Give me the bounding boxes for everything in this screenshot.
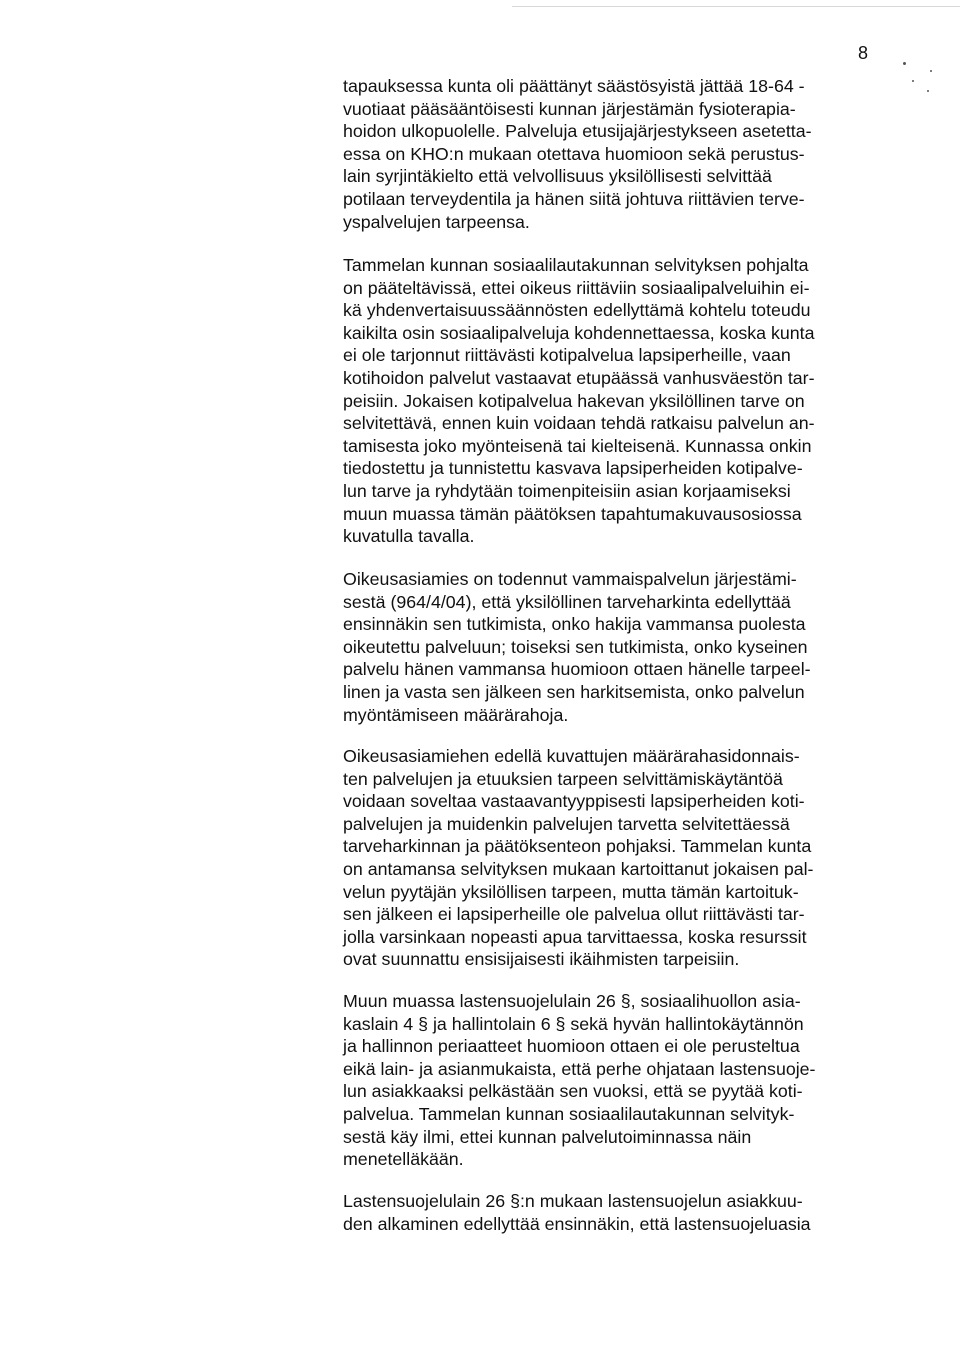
text-line: ei ole tarjonnut riittävästi kotipalvelua lapsiperheille, vaan bbox=[343, 345, 791, 366]
paragraph-4 bbox=[343, 745, 865, 971]
text-line: ten palvelujen ja etuuksien tarpeen selvittämiskäytäntöä bbox=[343, 768, 783, 789]
text-line: lun tarve ja ryhdytään toimenpiteisiin asian korjaamiseksi bbox=[343, 480, 791, 501]
text-line: tapauksessa kunta oli päättänyt säästösyistä jättää 18-64 - bbox=[343, 76, 805, 96]
text-line: voidaan soveltaa vastaavantyyppisesti lapsiperheiden koti- bbox=[343, 791, 805, 812]
text-line: Oikeusasiamiehen edellä kuvattujen määrärahasidonnais- bbox=[343, 746, 800, 766]
text-line: ensinnäkin sen tutkimista, onko hakija vammansa puolesta bbox=[343, 614, 806, 635]
text-line: on pääteltävissä, ettei oikeus riittäviin sosiaalipalveluihin ei- bbox=[343, 277, 810, 298]
scan-specks bbox=[885, 58, 945, 98]
top-scan-rule bbox=[512, 6, 960, 7]
text-line: sestä (964/4/04), että yksilöllinen tarveharkinta edellyttää bbox=[343, 591, 791, 612]
paragraph-5 bbox=[343, 990, 865, 1171]
text-line: yspalvelujen tarpeensa. bbox=[343, 211, 530, 232]
text-line: vuotiaat pääsääntöisesti kunnan järjestämän fysioterapia- bbox=[343, 98, 796, 119]
text-line: eikä lain- ja asianmukaista, että perhe ohjataan lastensuoje- bbox=[343, 1058, 816, 1079]
text-line: selvitettävä, ennen kuin voidaan tehdä ratkaisu palvelun an- bbox=[343, 413, 815, 434]
text-line: palvelua. Tammelan kunnan sosiaalilautakunnan selvityk- bbox=[343, 1103, 795, 1124]
text-line: kaslain 4 § ja hallintolain 6 § sekä hyvän hallintokäytännön bbox=[343, 1013, 804, 1034]
text-line: ovat suunnattu ensisijaisesti ikäihmisten tarpeisiin. bbox=[343, 949, 740, 970]
text-line: palvelujen ja muidenkin palvelujen tarvetta selvitettäessä bbox=[343, 813, 790, 834]
paragraph-6 bbox=[343, 1190, 865, 1235]
text-line: Tammelan kunnan sosiaalilautakunnan selvityksen pohjalta bbox=[343, 255, 809, 275]
text-line: linen ja vasta sen jälkeen sen harkitsemista, onko palvelun bbox=[343, 681, 805, 702]
page-number: 8 bbox=[858, 43, 869, 63]
text-line: sen jälkeen ei lapsiperheille ole palvelua ollut riittävästi tar- bbox=[343, 904, 805, 925]
text-line: on antamansa selvityksen mukaan kartoittanut jokaisen pal- bbox=[343, 858, 814, 879]
paragraph-1 bbox=[343, 75, 865, 233]
text-line: tarveharkinnan ja päätöksenteon pohjaksi. Tammelan kunta bbox=[343, 836, 812, 857]
text-line: Lastensuojelulain 26 §:n mukaan lastensuojelun asiakkuu- bbox=[343, 1191, 803, 1211]
text-line: essa on KHO:n mukaan otettava huomioon sekä perustus- bbox=[343, 143, 805, 164]
text-line: kotihoidon palvelut vastaavat etupäässä vanhusväestön tar- bbox=[343, 367, 815, 388]
text-line: kuvatulla tavalla. bbox=[343, 526, 475, 547]
text-line: muun muassa tämän päätöksen tapahtumakuvausosiossa bbox=[343, 503, 802, 524]
text-line: peisiin. Jokaisen kotipalvelua hakevan yksilöllinen tarve on bbox=[343, 390, 805, 411]
text-line: palvelu hänen vammansa huomioon ottaen hänelle tarpeel- bbox=[343, 659, 811, 680]
text-line: oikeutettu palveluun; toiseksi sen tutkimista, onko kyseinen bbox=[343, 636, 808, 657]
text-line: tamisesta joko myönteisenä tai kielteisenä. Kunnassa onkin bbox=[343, 435, 812, 456]
paragraph-2 bbox=[343, 254, 865, 548]
text-line: menetelläkään. bbox=[343, 1149, 464, 1170]
text-line: lain syrjintäkielto että velvollisuus yksilöllisesti selvittää bbox=[343, 166, 772, 187]
text-line: velun pyytäjän yksilöllisen tarpeen, mutta tämän kartoituk- bbox=[343, 881, 799, 902]
text-line: kä yhdenvertaisuussäännösten edellyttämä kohtelu toteudu bbox=[343, 300, 811, 321]
text-line: Muun muassa lastensuojelulain 26 §, sosiaalihuollon asia- bbox=[343, 991, 801, 1011]
text-line: myöntämiseen määrärahoja. bbox=[343, 704, 569, 725]
text-line: tiedostettu ja tunnistettu kasvava lapsiperheiden kotipalve- bbox=[343, 458, 803, 479]
text-line: Oikeusasiamies on todennut vammaispalvelun järjestämi- bbox=[343, 569, 797, 589]
text-line: jolla varsinkaan nopeasti apua tarvittaessa, koska resurssit bbox=[343, 926, 807, 947]
text-line: den alkaminen edellyttää ensinnäkin, että lastensuojeluasia bbox=[343, 1213, 811, 1234]
text-line: lun asiakkaaksi pelkästään sen vuoksi, että se pyytää koti- bbox=[343, 1081, 803, 1102]
text-line: potilaan terveydentila ja hänen siitä johtuva riittävien terve- bbox=[343, 188, 805, 209]
text-line: ja hallinnon periaatteet huomioon ottaen ei ole perusteltua bbox=[343, 1036, 800, 1057]
text-line: hoidon ulkopuolelle. Palveluja etusijajärjestykseen asetetta- bbox=[343, 121, 812, 142]
text-line: sestä käy ilmi, ettei kunnan palvelutoiminnassa näin bbox=[343, 1126, 752, 1147]
paragraph-3 bbox=[343, 568, 865, 726]
text-line: kaikilta osin sosiaalipalveluja kohdennettaessa, koska kunta bbox=[343, 322, 815, 343]
